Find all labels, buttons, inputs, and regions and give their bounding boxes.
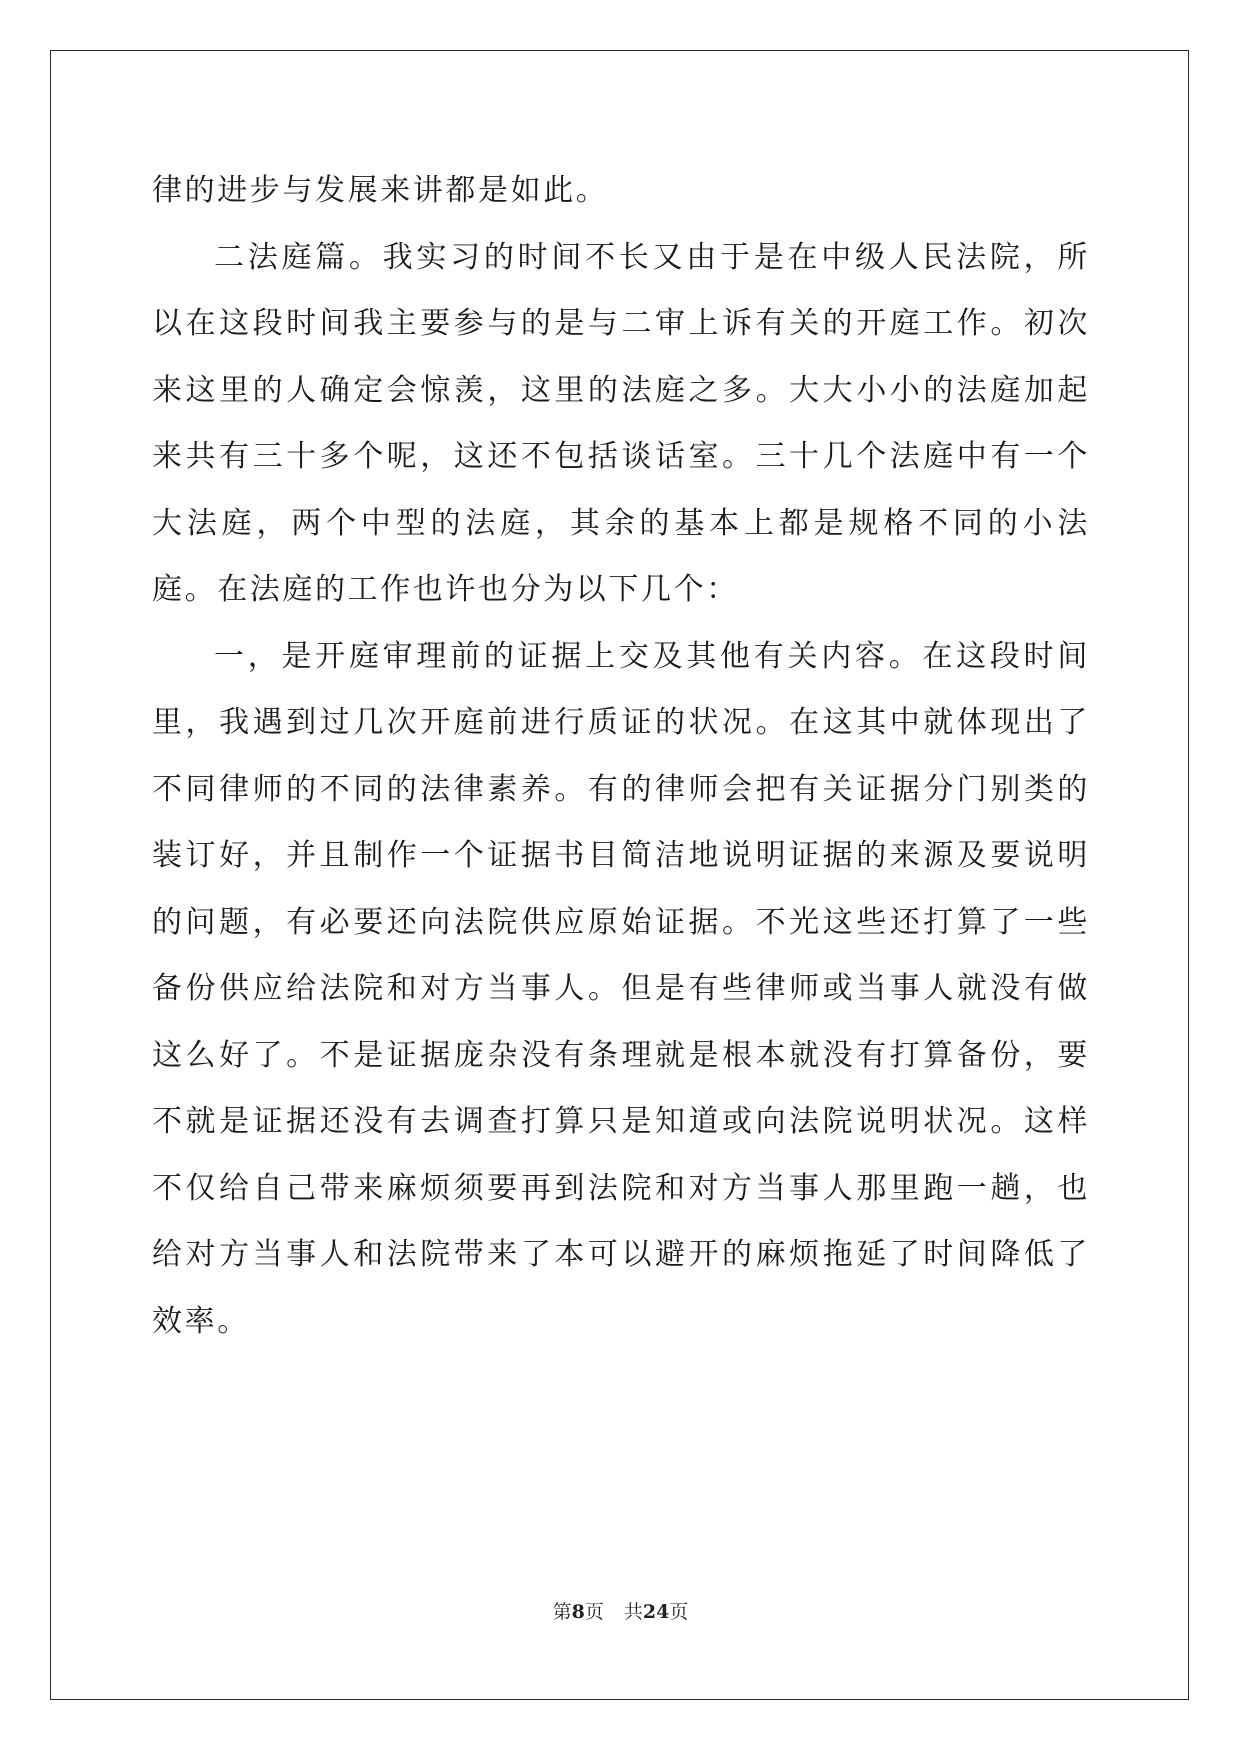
paragraph: 一，是开庭审理前的证据上交及其他有关内容。在这段时间里，我遇到过几次开庭前进行质证的状况。在这其中就体现出了不同律师的不同的法律素养。有的律师会把有关证据分门别类的装订好，并且制作一个证据书目简洁地说明证据的来源及要说明的问题，有必要还向法院供应原始证据。不光这些还打算了一些备份供应给法院和对方当事人。但是有些律师或当事人就没有做这么好了。不是证据庞杂没有条理就是根本就没有打算备份，要不就是证据还没有去调查打算只是知道或向法院说明状况。这样不仅给自己带来麻烦须要再到法院和对方当事人那里跑一趟，也给对方当事人和法院带来了本可以避开的麻烦拖延了时间降低了效率。	[152, 638, 1090, 1339]
total-pages: 24	[642, 1601, 670, 1623]
page-suffix: 页	[584, 1601, 604, 1623]
document-body	[152, 158, 1090, 1355]
paragraph: 律的进步与发展来讲都是如此。	[152, 173, 609, 208]
page-footer	[0, 1600, 1241, 1624]
page-prefix: 第	[552, 1601, 572, 1623]
paragraph: 二法庭篇。我实习的时间不长又由于是在中级人民法院，所以在这段时间我主要参与的是与二审上诉有关的开庭工作。初次来这里的人确定会惊羡，这里的法庭之多。大大小小的法庭加起来共有三十多个呢，这还不包括谈话室。三十几个法庭中有一个大法庭，两个中型的法庭，其余的基本上都是规格不同的小法庭。在法庭的工作也许也分为以下几个：	[152, 239, 1090, 607]
page-number: 8	[571, 1601, 585, 1623]
total-prefix: 共	[623, 1601, 643, 1623]
total-suffix: 页	[669, 1601, 689, 1623]
